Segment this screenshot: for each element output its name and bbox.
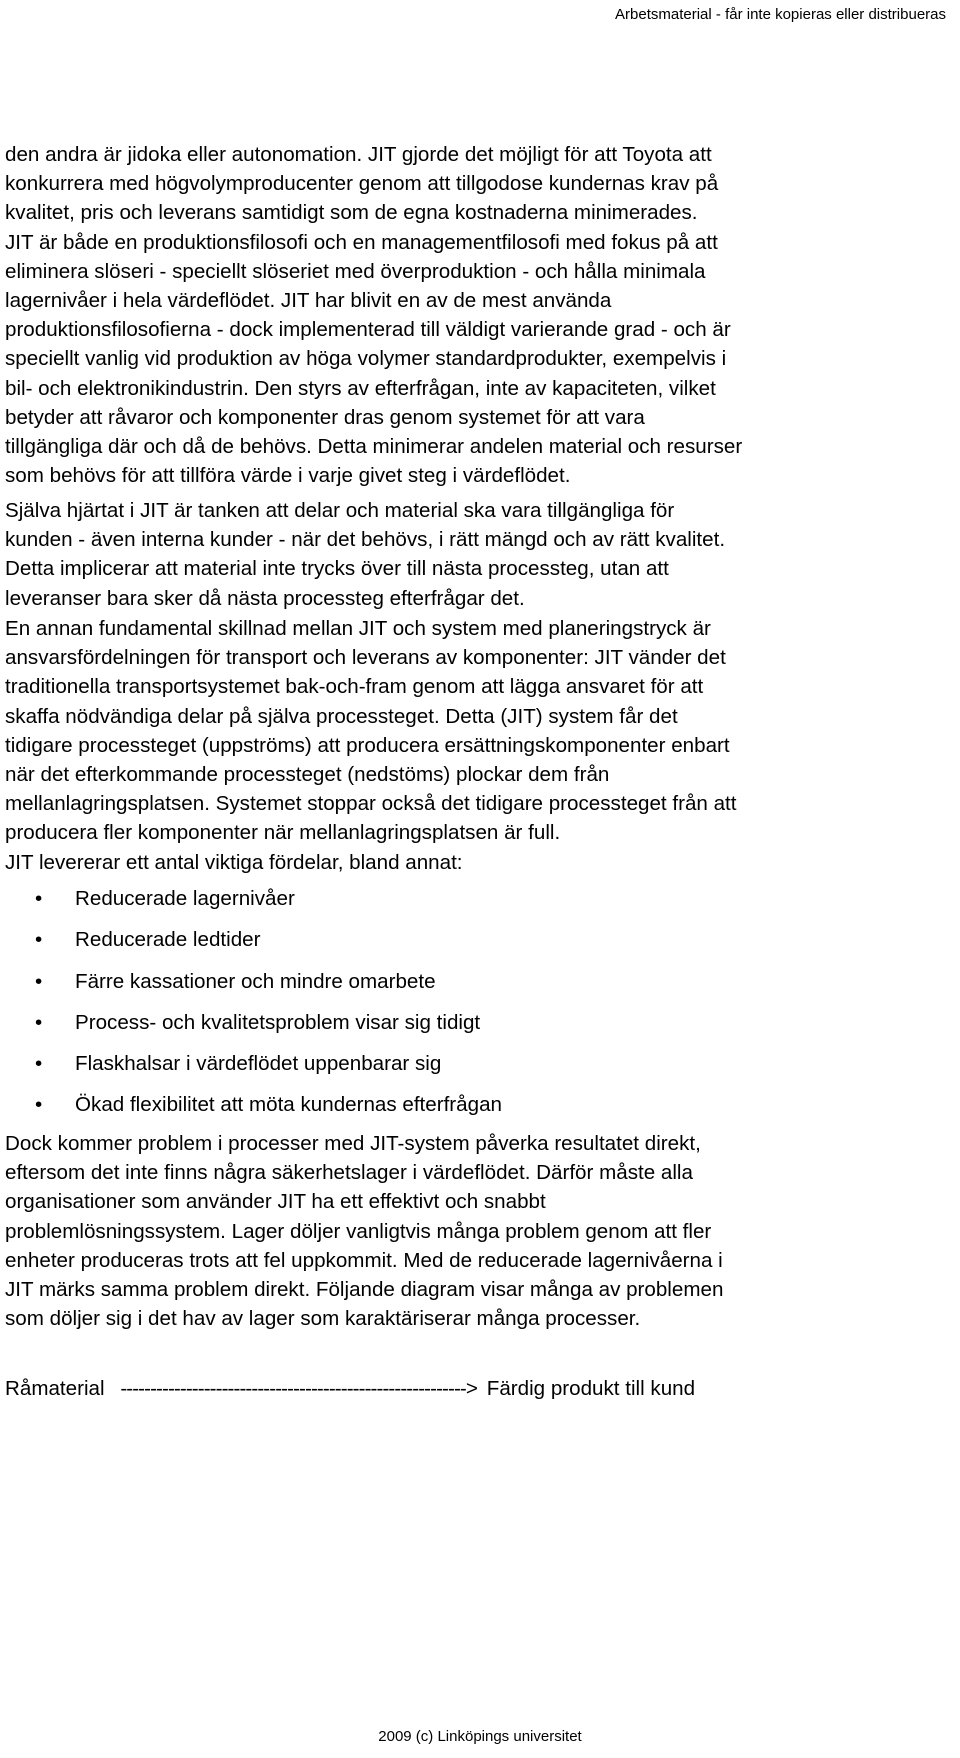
bullet-icon: • [35, 969, 43, 993]
text-line: JIT märks samma problem direkt. Följande diagram visar många av problemen [5, 1278, 724, 1302]
text-line: speciellt vanlig vid produktion av höga volymer standardprodukter, exempelvis i [5, 347, 727, 371]
flow-start: Råmaterial [5, 1377, 105, 1400]
list-item [5, 1002, 502, 1043]
bullet-icon: • [35, 887, 43, 910]
text-line: enheter produceras trots att fel uppkommit. Med de reducerade lagernivåerna i [5, 1248, 723, 1272]
text-line: ansvarsfördelningen för transport och leverans av komponenter: JIT vänder det [5, 646, 726, 670]
text-line: tillgängliga där och då de behövs. Detta minimerar andelen material och resurser [5, 435, 743, 459]
text-line: mellanlagringsplatsen. Systemet stoppar också det tidigare processteget från att [5, 792, 737, 816]
page-footer: 2009 (c) Linköpings universitet [378, 1728, 582, 1745]
flow-line [5, 1374, 695, 1403]
bullet-icon: • [35, 1093, 43, 1117]
flow-end: Färdig produkt till kund [486, 1377, 696, 1400]
text-line: producera fler komponenter när mellanlagringsplatsen är full. [5, 821, 561, 845]
text-line: betyder att råvaror och komponenter dras genom systemet för att vara [5, 405, 645, 429]
flow-arrow: ----------------------------------------------------------> [120, 1377, 477, 1400]
paragraph-toyota-jit [5, 140, 945, 490]
benefits-list [5, 878, 502, 1126]
text-line: eftersom det inte finns några säkerhetslager i värdeflödet. Därför måste alla [5, 1161, 693, 1185]
paragraph-heart-of-jit [5, 496, 725, 613]
text-line: leveranser bara sker då nästa processteg efterfrågar det. [5, 586, 525, 610]
text-line: bil- och elektronikindustrin. Den styrs av efterfrågan, inte av kapaciteten, vilket [5, 376, 716, 400]
list-item-label: Reducerade lagernivåer [75, 887, 295, 910]
list-item-label: Färre kassationer och mindre omarbete [75, 969, 436, 993]
list-item [5, 1043, 502, 1084]
list-item [5, 961, 502, 1002]
list-item [5, 919, 502, 960]
bullet-icon: • [35, 1010, 43, 1034]
text-line: En annan fundamental skillnad mellan JIT och system med planeringstryck är [5, 617, 711, 640]
text-line: Själva hjärtat i JIT är tanken att delar och material ska vara tillgängliga för [5, 499, 675, 522]
list-item-label: Ökad flexibilitet att möta kundernas efterfrågan [75, 1093, 502, 1117]
list-item [5, 1084, 502, 1125]
text-line: skaffa nödvändiga delar på själva processteget. Detta (JIT) system får det [5, 704, 678, 728]
paragraph-problems [5, 1129, 723, 1333]
list-item-label: Process- och kvalitetsproblem visar sig tidigt [75, 1010, 481, 1034]
list-item-label: Flaskhalsar i värdeflödet uppenbarar sig [75, 1052, 442, 1076]
text-line: lagernivåer i hela värdeflödet. JIT har blivit en av de mest använda [5, 289, 612, 313]
text-line: när det efterkommande processteget (nedstöms) plockar dem från [5, 763, 610, 787]
text-line: konkurrera med högvolymproducenter genom att tillgodose kundernas krav på [5, 172, 719, 196]
text-line: JIT levererar ett antal viktiga fördelar, bland annat: [5, 851, 463, 874]
text-line: JIT är både en produktionsfilosofi och en managementfilosofi med fokus på att [5, 230, 718, 254]
list-item [5, 878, 502, 919]
bullet-icon: • [35, 928, 43, 952]
benefits-intro [5, 848, 463, 877]
text-line: Dock kommer problem i processer med JIT-system påverka resultatet direkt, [5, 1132, 701, 1155]
paragraph-responsibility [5, 614, 736, 848]
page-header: Arbetsmaterial - får inte kopieras eller distribueras [615, 6, 946, 23]
text-line: tidigare processteget (uppströms) att producera ersättningskomponenter enbart [5, 733, 730, 757]
text-line: som döljer sig i det hav av lager som karaktäriserar många processer. [5, 1307, 641, 1331]
text-line: Detta implicerar att material inte trycks över till nästa processteg, utan att [5, 557, 669, 581]
text-line: kunden - även interna kunder - när det behövs, i rätt mängd och av rätt kvalitet. [5, 528, 726, 552]
text-line: organisationer som använder JIT ha ett effektivt och snabbt [5, 1190, 546, 1214]
list-item-label: Reducerade ledtider [75, 928, 261, 952]
text-line: traditionella transportsystemet bak-och-fram genom att lägga ansvaret för att [5, 675, 704, 699]
text-line: den andra är jidoka eller autonomation. JIT gjorde det möjligt för att Toyota att [5, 143, 712, 166]
text-line: eliminera slöseri - speciellt slöseriet med överproduktion - och hålla minimala [5, 259, 706, 283]
text-line: som behövs för att tillföra värde i varje givet steg i värdeflödet. [5, 464, 571, 488]
text-line: problemlösningssystem. Lager döljer vanligtvis många problem genom att fler [5, 1219, 712, 1243]
bullet-icon: • [35, 1052, 43, 1076]
text-line: produktionsfilosofierna - dock implementerad till väldigt varierande grad - och är [5, 318, 731, 342]
text-line: kvalitet, pris och leverans samtidigt som de egna kostnaderna minimerades. [5, 201, 698, 225]
